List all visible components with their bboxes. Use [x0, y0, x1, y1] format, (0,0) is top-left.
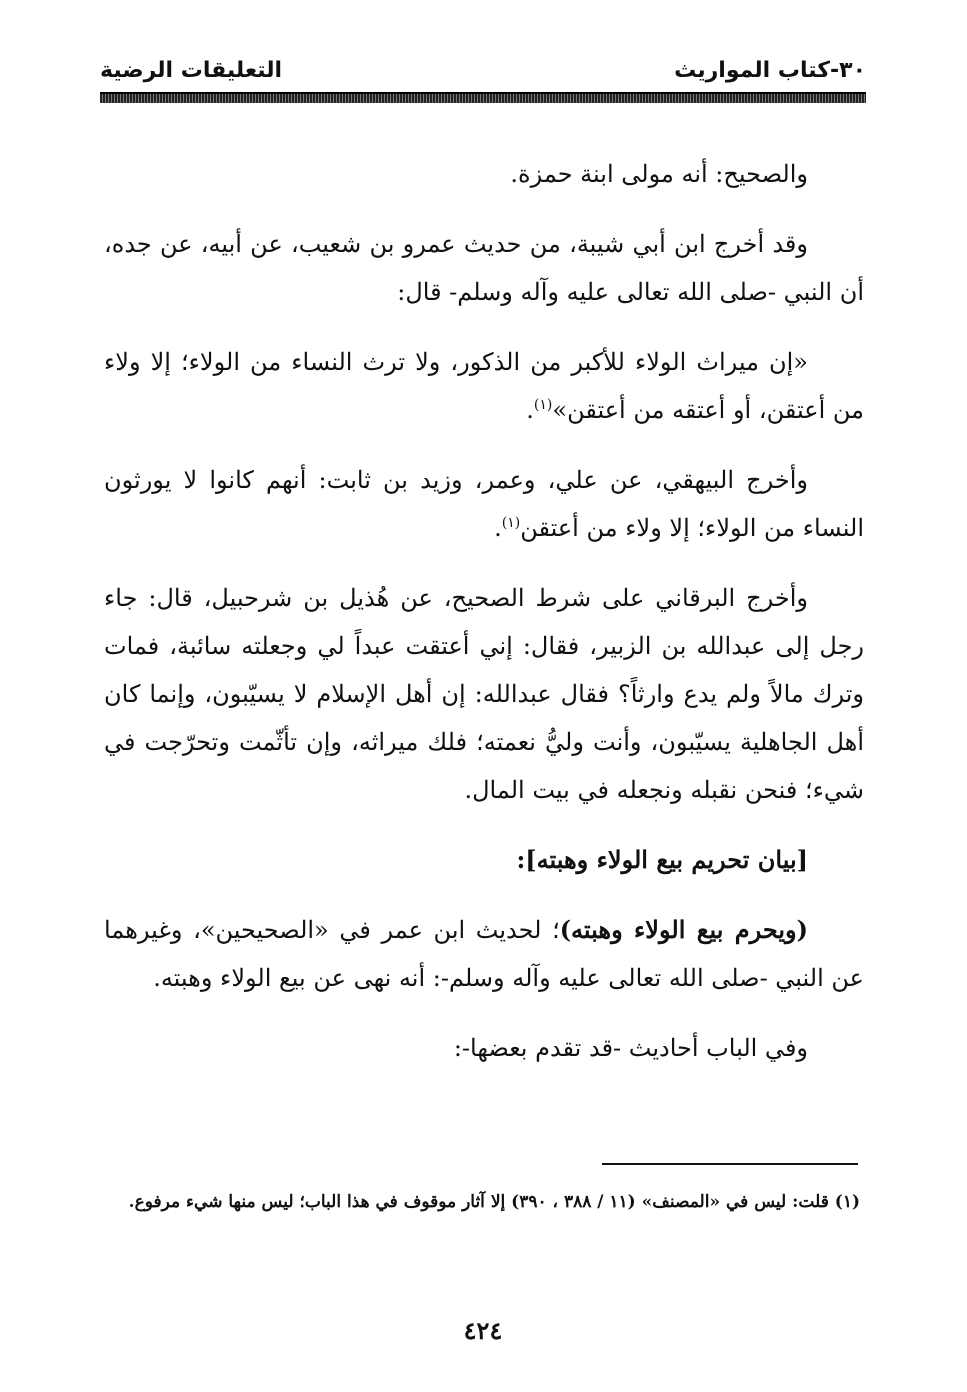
paragraph-text: وقد أخرج ابن أبي شيبة، من حديث عمرو بن شعيب، عن أبيه، عن جده، أن النبي -صلى الله تعالى عليه وآله وسلم- قال:: [104, 230, 864, 306]
paragraph-1: [104, 150, 864, 198]
footnote: [104, 1180, 860, 1224]
section-heading: [104, 836, 864, 884]
paragraph-text: وأخرج البرقاني على شرط الصحيح، عن هُذيل بن شرحبيل، قال: جاء رجل إلى عبدالله بن الزبير، فقال: إني أعتقت عبداً لي وجعلته سائبة، فمات وترك مالاً ولم يدع وارثاً؟ فقال عبدالله: إن أهل الإسلام لا يسيّبون، وإنما كان أهل الجاهلية يسيّبون، وأنت وليُّ نعمته؛ فلك ميراثه، وإن تأثّمت وتحرّجت في شيء؛ فنحن نقبله ونجعله في بيت المال.: [104, 584, 864, 804]
paragraph-text: «إن ميراث الولاء للأكبر من الذكور، ولا ترث النساء من الولاء؛ إلا ولاء من أعتقن، أو أعتقه من أعتقن»: [104, 348, 864, 424]
paragraph-text: وأخرج البيهقي، عن علي، وعمر، وزيد بن ثابت: أنهم كانوا لا يورثون النساء من الولاء؛ إلا ولاء من أعتقن: [104, 466, 864, 542]
book-title: التعليقات الرضية: [100, 58, 283, 83]
paragraph-text: وفي الباب أحاديث -قد تقدم بعضها-:: [453, 1034, 808, 1062]
footnote-separator: [602, 1163, 858, 1165]
paragraph-2: [104, 220, 864, 316]
paragraph-3: [104, 338, 864, 434]
paragraph-7: [104, 1024, 864, 1072]
page-header: [100, 58, 866, 102]
paragraph-tail: .: [526, 396, 534, 424]
page-body: [104, 150, 864, 1094]
matn-text: (ويحرم بيع الولاء وهبته): [559, 915, 808, 944]
chapter-title: ٣٠-كتاب المواريث: [674, 58, 866, 83]
footnote-marker: (١): [533, 397, 553, 413]
section-heading-text: [بيان تحريم بيع الولاء وهبته]:: [516, 845, 808, 874]
paragraph-4: [104, 456, 864, 552]
paragraph-tail: .: [494, 514, 502, 542]
paragraph-5: [104, 574, 864, 814]
page-number: ٤٢٤: [463, 1316, 503, 1345]
header-rule: [100, 92, 866, 103]
paragraph-text: ؛ لحديث ابن عمر في «الصحيحين»، وغيرهما عن النبي -صلى الله تعالى عليه وآله وسلم-: أنه نهى عن بيع الولاء وهبته.: [104, 916, 864, 992]
paragraph-6: [104, 906, 864, 1002]
footnote-marker: (١): [501, 515, 521, 531]
footnote-text: (١) قلت: ليس في «المصنف» (١١ / ٣٨٨ ، ٣٩٠) إلا آثار موقوف في هذا الباب؛ ليس منها شيء مرفوع.: [128, 1192, 860, 1212]
paragraph-text: والصحيح: أنه مولى ابنة حمزة.: [510, 160, 808, 188]
